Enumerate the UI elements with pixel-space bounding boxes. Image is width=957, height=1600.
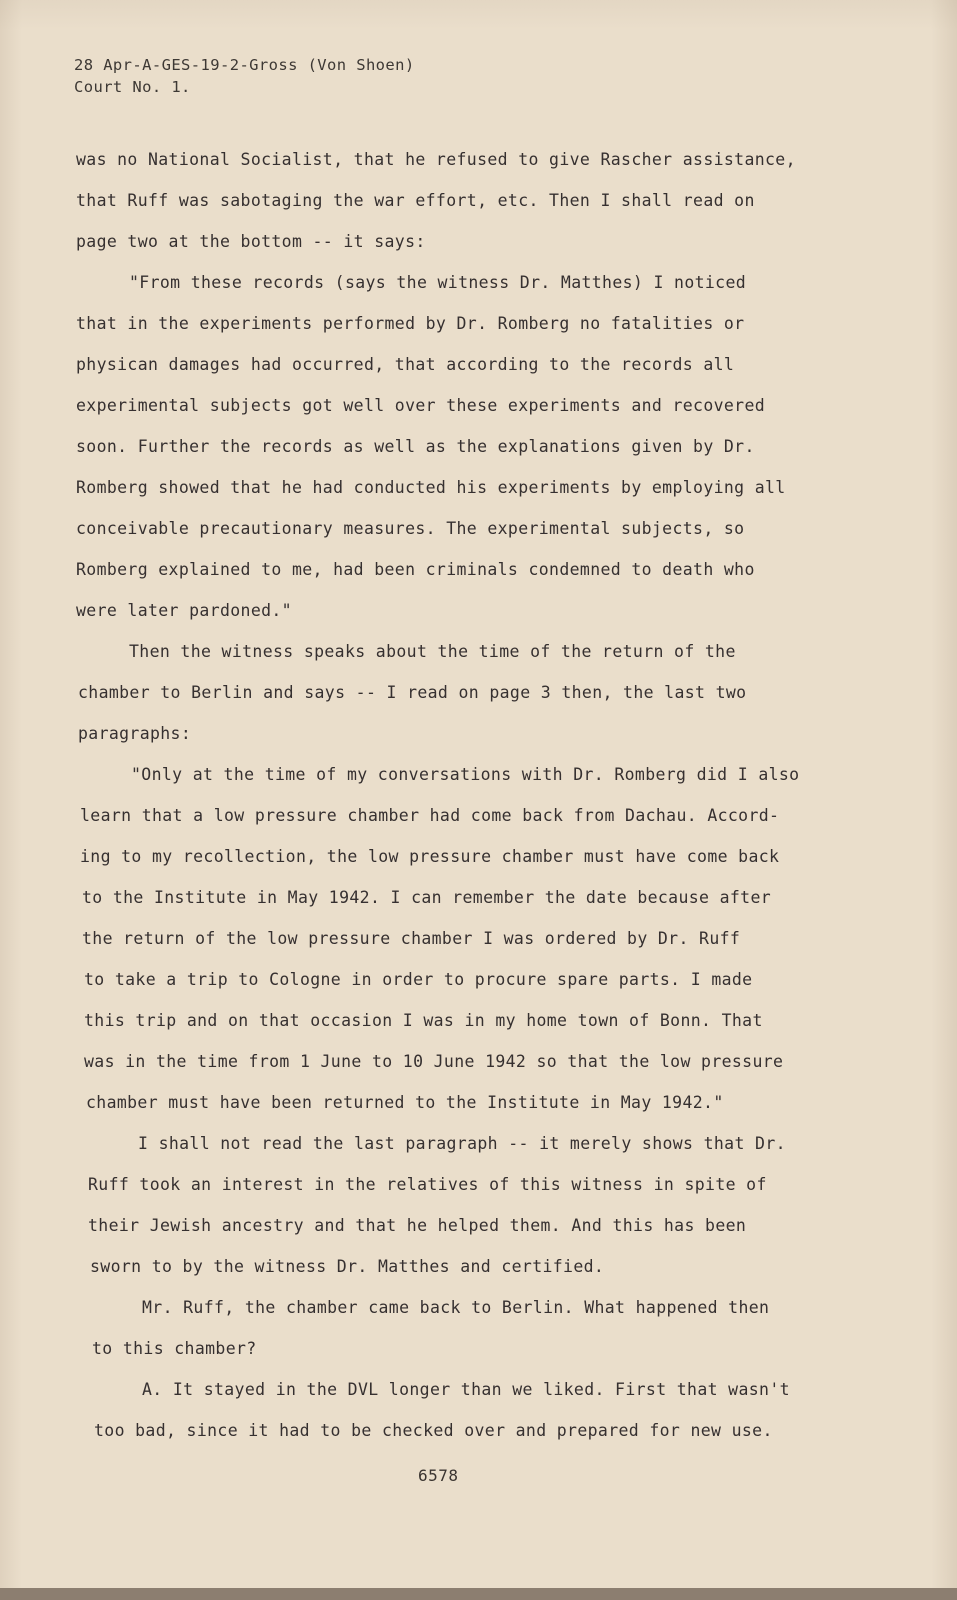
text-line: to take a trip to Cologne in order to procure spare parts. I made — [84, 970, 753, 989]
page-number: 6578 — [418, 1466, 459, 1485]
text-line: to this chamber? — [92, 1339, 257, 1358]
text-line: "From these records (says the witness Dr. Matthes) I noticed — [129, 273, 747, 292]
text-line: that Ruff was sabotaging the war effort, etc. Then I shall read on — [76, 191, 755, 210]
text-line: physican damages had occurred, that according to the records all — [76, 355, 735, 374]
text-line: Mr. Ruff, the chamber came back to Berlin. What happened then — [142, 1298, 770, 1317]
text-line: the return of the low pressure chamber I was ordered by Dr. Ruff — [82, 929, 741, 948]
text-line: too bad, since it had to be checked over and prepared for new use. — [94, 1421, 773, 1440]
text-line: was in the time from 1 June to 10 June 1942 so that the low pressure — [84, 1052, 784, 1071]
text-line: ing to my recollection, the low pressure chamber must have come back — [80, 847, 780, 866]
text-line: was no National Socialist, that he refused to give Rascher assistance, — [76, 150, 796, 169]
text-line: chamber to Berlin and says -- I read on page 3 then, the last two — [78, 683, 747, 702]
text-line: soon. Further the records as well as the explanations given by Dr. — [76, 437, 755, 456]
text-line: were later pardoned." — [76, 601, 292, 620]
text-line: Romberg explained to me, had been criminals condemned to death who — [76, 560, 755, 579]
text-line: paragraphs: — [78, 724, 192, 743]
text-line: learn that a low pressure chamber had come back from Dachau. Accord- — [80, 806, 780, 825]
text-line: Then the witness speaks about the time of the return of the — [129, 642, 736, 661]
text-line: experimental subjects got well over these experiments and recovered — [76, 396, 766, 415]
text-line: this trip and on that occasion I was in my home town of Bonn. That — [84, 1011, 763, 1030]
text-line: Ruff took an interest in the relatives of this witness in spite of — [88, 1175, 767, 1194]
text-line: that in the experiments performed by Dr. Romberg no fatalities or — [76, 314, 745, 333]
header-reference: 28 Apr-A-GES-19-2-Gross (Von Shoen) — [74, 56, 415, 74]
text-line: conceivable precautionary measures. The experimental subjects, so — [76, 519, 745, 538]
text-line: I shall not read the last paragraph -- it merely shows that Dr. — [138, 1134, 786, 1153]
text-line: chamber must have been returned to the Institute in May 1942." — [86, 1093, 724, 1112]
text-line: A. It stayed in the DVL longer than we liked. First that wasn't — [142, 1380, 790, 1399]
text-line: Romberg showed that he had conducted his experiments by employing all — [76, 478, 786, 497]
text-line: "Only at the time of my conversations with Dr. Romberg did I also — [131, 765, 800, 784]
header-court: Court No. 1. — [74, 78, 191, 96]
text-line: sworn to by the witness Dr. Matthes and certified. — [90, 1257, 605, 1276]
scan-bottom-edge — [0, 1588, 957, 1600]
text-line: their Jewish ancestry and that he helped them. And this has been — [88, 1216, 747, 1235]
document-header — [74, 54, 415, 98]
text-line: to the Institute in May 1942. I can remember the date because after — [82, 888, 772, 907]
text-line: page two at the bottom -- it says: — [76, 232, 426, 251]
